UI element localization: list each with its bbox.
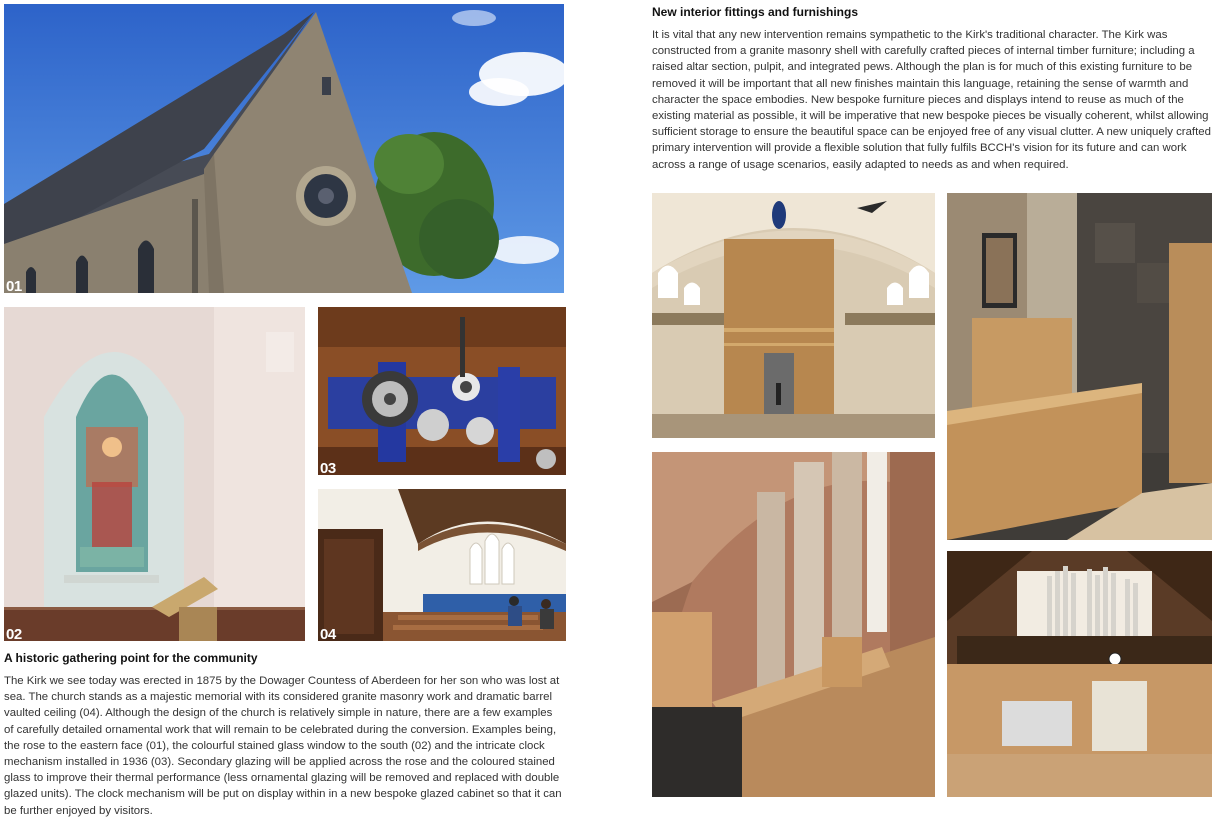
clock-mechanism-photo xyxy=(318,307,566,475)
photo-number: 04 xyxy=(320,626,336,641)
section-body: It is vital that any new intervention remains sympathetic to the Kirk's traditional character. The Kirk was constructed from a granite masonry shell with carefully crafted pieces of internal timber furniture; including a raised altar section, pulpit, and integrated pews. Although the plan is for much of this existing furniture to be removed it will be important that all new finishes maintain this language, retaining the sense of warmth and character the space embodies. New bespoke furniture pieces and displays intend to reuse as much of the existing material as possible, it will be imperative that new bespoke pieces be visually coherent, whilst allowing sufficient storage to ensure the beautiful space can be enjoyed free of any visual clutter. A new uniquely crafted primary intervention will provide a flexible solution that fully fulfils BCCH's vision for its future and can work across a range of usage scenarios, easily adapted to needs as and when required. xyxy=(652,29,1211,171)
brick-nave-photo xyxy=(652,452,935,797)
museum-hall-photo xyxy=(652,193,935,438)
photo-number: 03 xyxy=(320,460,336,475)
photo-number: 01 xyxy=(6,278,22,293)
timber-counter-photo xyxy=(947,193,1212,540)
section-heading: New interior fittings and furnishings xyxy=(652,5,859,19)
church-interior-photo xyxy=(318,489,566,641)
organ-interior-photo xyxy=(947,551,1212,797)
church-exterior-photo xyxy=(4,4,564,293)
photo-number: 02 xyxy=(6,626,22,641)
section-heading: A historic gathering point for the community xyxy=(4,651,258,665)
stained-glass-photo xyxy=(4,307,305,641)
section-body: The Kirk we see today was erected in 1875 by the Dowager Countess of Aberdeen for her son who was lost at sea. The church stands as a majestic memorial with its considered granite masonry work and dramatic barrel vaulted ceiling (04). Although the design of the church is relatively simple in nature, there are a few examples of carefully detailed ornamental work that will remain to be celebrated during the conversion. Examples being, the rose to the eastern face (01), the colourful stained glass window to the south (02) and the intricate clock mechanism installed in 1936 (03). Secondary glazing will be applied across the rose and the coloured stained glass to improve their thermal performance (less ornamental glazing will be removed and replaced with double glazed units). The clock mechanism will be put on display within in a new bespoke glazed cabinet so that it can be further enjoyed by visitors. xyxy=(4,675,562,817)
